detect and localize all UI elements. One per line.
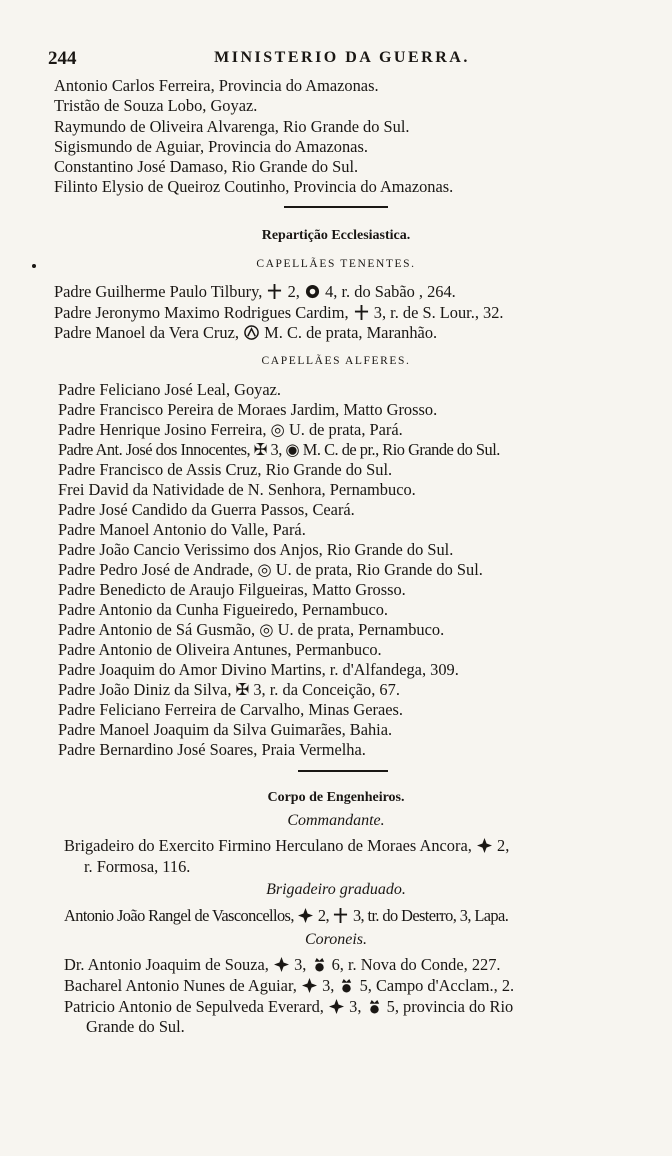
order-star-icon: [298, 908, 313, 923]
entry-line: Grande do Sul.: [86, 1017, 185, 1036]
entry-line: Padre Henrique Josino Ferreira, ◎ U. de prata, Pará.: [58, 420, 403, 439]
entry-line: Raymundo de Oliveira Alvarenga, Rio Grande do Sul.: [54, 117, 410, 136]
entry-line: Padre Antonio de Oliveira Antunes, Permanbuco.: [58, 640, 382, 659]
entry-line: Padre Manoel da Vera Cruz, M. C. de prata, Maranhão.: [54, 323, 438, 342]
order-star-icon: [329, 999, 344, 1014]
cross-order-icon: [333, 908, 348, 923]
entry-line: Brigadeiro do Exercito Firmino Herculano de Moraes Ancora, 2,: [64, 836, 510, 855]
cross-order-icon: [267, 284, 282, 299]
entry-line: Padre Feliciano José Leal, Goyaz.: [58, 380, 282, 399]
entry-line: Dr. Antonio Joaquim de Souza, 3, 6, r. Nova do Conde, 227.: [64, 955, 501, 974]
entry-line: Padre Ant. José dos Innocentes, ✠ 3, ◉ M. C. de pr., Rio Grande do Sul.: [58, 440, 500, 459]
order-star-icon: [274, 957, 289, 972]
crown-medal-icon: [339, 978, 354, 993]
entry-line: Padre Guilherme Paulo Tilbury, 2, 4, r. do Sabão , 264.: [54, 282, 456, 301]
entry-line: Padre Bernardino José Soares, Praia Vermelha.: [58, 740, 366, 759]
entry-line: r. Formosa, 116.: [84, 857, 191, 876]
entry-line: Sigismundo de Aguiar, Provincia do Amazonas.: [54, 137, 368, 156]
entry-line: Padre Antonio da Cunha Figueiredo, Pernambuco.: [58, 600, 389, 619]
entry-line: Padre João Cancio Verissimo dos Anjos, Rio Grande do Sul.: [58, 540, 454, 559]
heading-capellaes-tenentes: CAPELLÃES TENENTES.: [256, 258, 416, 270]
entry-line: Frei David da Natividade de N. Senhora, Pernambuco.: [58, 480, 416, 499]
rose-order-icon: [305, 284, 320, 299]
entry-line: Antonio Carlos Ferreira, Provincia do Amazonas.: [54, 76, 379, 95]
entry-line: Padre Francisco de Assis Cruz, Rio Grande do Sul.: [58, 460, 393, 479]
entry-line: Constantino José Damaso, Rio Grande do Sul.: [54, 157, 359, 176]
section-divider: [284, 206, 388, 208]
page-header: [48, 48, 636, 70]
medal-icon: [244, 325, 259, 340]
heading-commandante: Commandante.: [287, 812, 385, 829]
heading-capellaes-alferes: CAPELLÃES ALFERES.: [261, 355, 411, 367]
cross-order-icon: [354, 305, 369, 320]
section-title-ecclesiastica: Repartição Ecclesiastica.: [261, 228, 411, 243]
order-star-icon: [477, 838, 492, 853]
entry-line: Patricio Antonio de Sepulveda Everard, 3, 5, provincia do Rio: [64, 997, 514, 1016]
entry-line: Bacharel Antonio Nunes de Aguiar, 3, 5, Campo d'Acclam., 2.: [64, 976, 515, 995]
entry-line: Padre Manoel Joaquim da Silva Guimarães, Bahia.: [58, 720, 393, 739]
heading-brigadeiro-graduado: Brigadeiro graduado.: [266, 881, 406, 898]
entry-line: Filinto Elysio de Queiroz Coutinho, Provincia do Amazonas.: [54, 177, 454, 196]
entry-line: Padre João Diniz da Silva, ✠ 3, r. da Conceição, 67.: [58, 680, 400, 699]
entry-line: Padre Joaquim do Amor Divino Martins, r. d'Alfandega, 309.: [58, 660, 459, 679]
entry-line: Padre José Candido da Guerra Passos, Ceará.: [58, 500, 355, 519]
entry-line: Padre Benedicto de Araujo Filgueiras, Matto Grosso.: [58, 580, 406, 599]
entry-line: Padre Pedro José de Andrade, ◎ U. de prata, Rio Grande do Sul.: [58, 560, 483, 579]
section-divider: [298, 770, 388, 772]
crown-medal-icon: [312, 957, 327, 972]
heading-coroneis: Coroneis.: [304, 931, 368, 948]
crown-medal-icon: [367, 999, 382, 1014]
section-title-engenheiros: Corpo de Engenheiros.: [267, 790, 405, 805]
entry-line: Padre Jeronymo Maximo Rodrigues Cardim, 3, r. de S. Lour., 32.: [54, 303, 504, 322]
order-star-icon: [302, 978, 317, 993]
running-title: MINISTERIO DA GUERRA.: [214, 49, 470, 66]
entry-line: Antonio João Rangel de Vasconcellos, 2, 3, tr. do Desterro, 3, Lapa.: [64, 906, 509, 925]
entry-line: Tristão de Souza Lobo, Goyaz.: [54, 96, 258, 115]
entry-line: Padre Feliciano Ferreira de Carvalho, Minas Geraes.: [58, 700, 403, 719]
entry-line: Padre Manoel Antonio do Valle, Pará.: [58, 520, 306, 539]
entry-line: Padre Antonio de Sá Gusmão, ◎ U. de prata, Pernambuco.: [58, 620, 445, 639]
page-number: 244: [48, 48, 77, 69]
entry-line: Padre Francisco Pereira de Moraes Jardim, Matto Grosso.: [58, 400, 438, 419]
